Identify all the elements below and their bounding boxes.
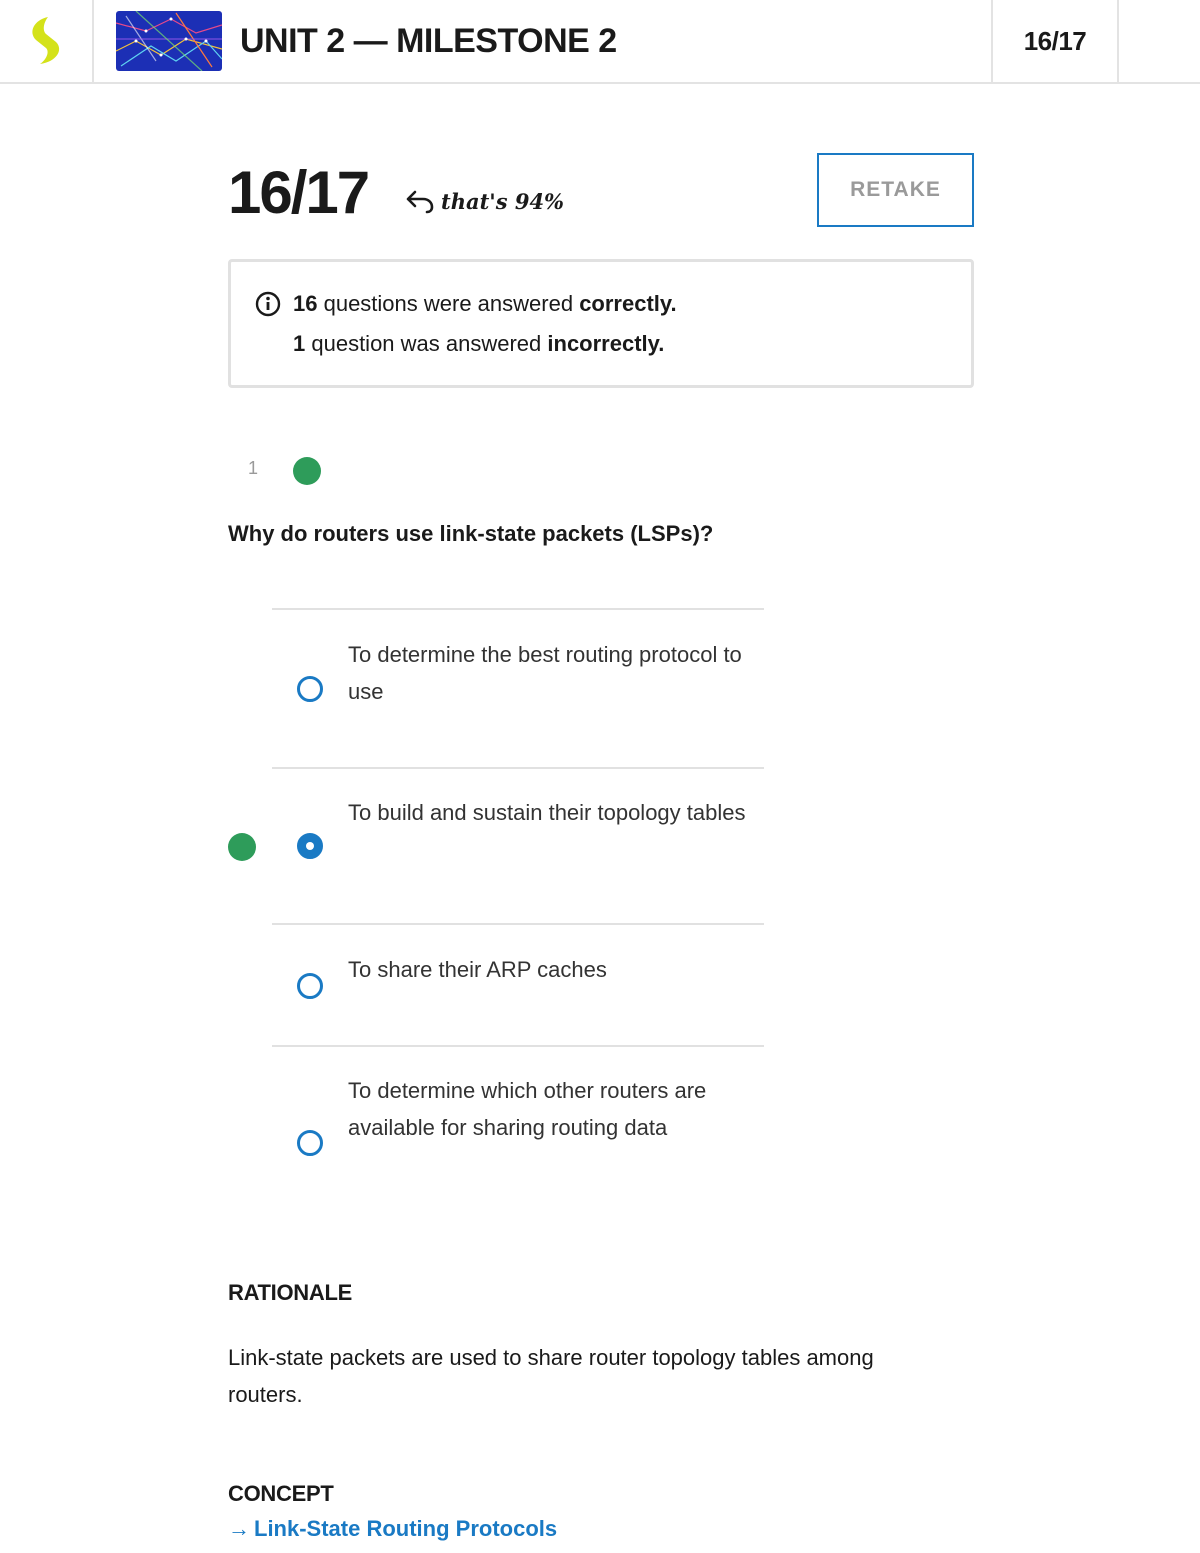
option-label: To determine which other routers are available for sharing routing data — [348, 1078, 707, 1140]
course-thumbnail — [116, 11, 222, 71]
question-correct-indicator[interactable] — [293, 457, 321, 485]
top-bar — [0, 0, 1200, 84]
option-label: To determine the best routing protocol to use — [348, 642, 742, 704]
concept-heading: CONCEPT — [228, 1481, 334, 1506]
correct-word: correctly. — [579, 291, 677, 316]
question-text: Why do routers use link-state packets (LSPs)? — [228, 521, 714, 546]
incorrect-word: incorrectly. — [547, 331, 665, 356]
rationale-heading: RATIONALE — [228, 1280, 352, 1305]
option-label: To build and sustain their topology tables — [348, 800, 746, 825]
curved-arrow-icon — [405, 188, 435, 214]
answer-option-2[interactable] — [272, 769, 764, 923]
rationale-text: Link-state packets are used to share router topology tables among routers. — [228, 1345, 874, 1407]
incorrect-summary — [293, 331, 664, 357]
radio-button[interactable] — [297, 973, 323, 999]
radio-button[interactable] — [297, 1130, 323, 1156]
page-title: UNIT 2 — MILESTONE 2 — [240, 22, 617, 60]
info-icon — [255, 291, 281, 317]
header-score: 16/17 — [991, 0, 1119, 82]
correct-summary — [293, 291, 677, 317]
score-total: 16/17 — [228, 159, 369, 226]
percent-note — [405, 185, 564, 217]
concept-link-text: Link-State Routing Protocols — [254, 1516, 558, 1541]
correct-count: 16 — [293, 291, 318, 316]
results-summary — [228, 259, 974, 388]
answer-option-3[interactable] — [272, 925, 764, 1045]
correct-answer-indicator — [228, 833, 256, 861]
option-label: To share their ARP caches — [348, 957, 607, 982]
radio-button[interactable] — [297, 676, 323, 702]
question-number[interactable]: 1 — [248, 458, 259, 478]
radio-button-selected[interactable] — [297, 833, 323, 859]
concept-link[interactable] — [228, 1516, 557, 1542]
incorrect-count: 1 — [293, 331, 306, 356]
correct-text: questions were answered — [317, 291, 580, 316]
arrow-right-icon: → — [228, 1516, 250, 1541]
percent-text: that's 94% — [441, 188, 565, 214]
incorrect-text: question was answered — [305, 331, 548, 356]
retake-button[interactable]: RETAKE — [817, 153, 974, 227]
answer-option-1[interactable] — [272, 610, 764, 767]
logo[interactable] — [0, 0, 94, 82]
answer-option-4[interactable] — [272, 1047, 764, 1197]
sophia-logo-icon — [26, 14, 66, 68]
